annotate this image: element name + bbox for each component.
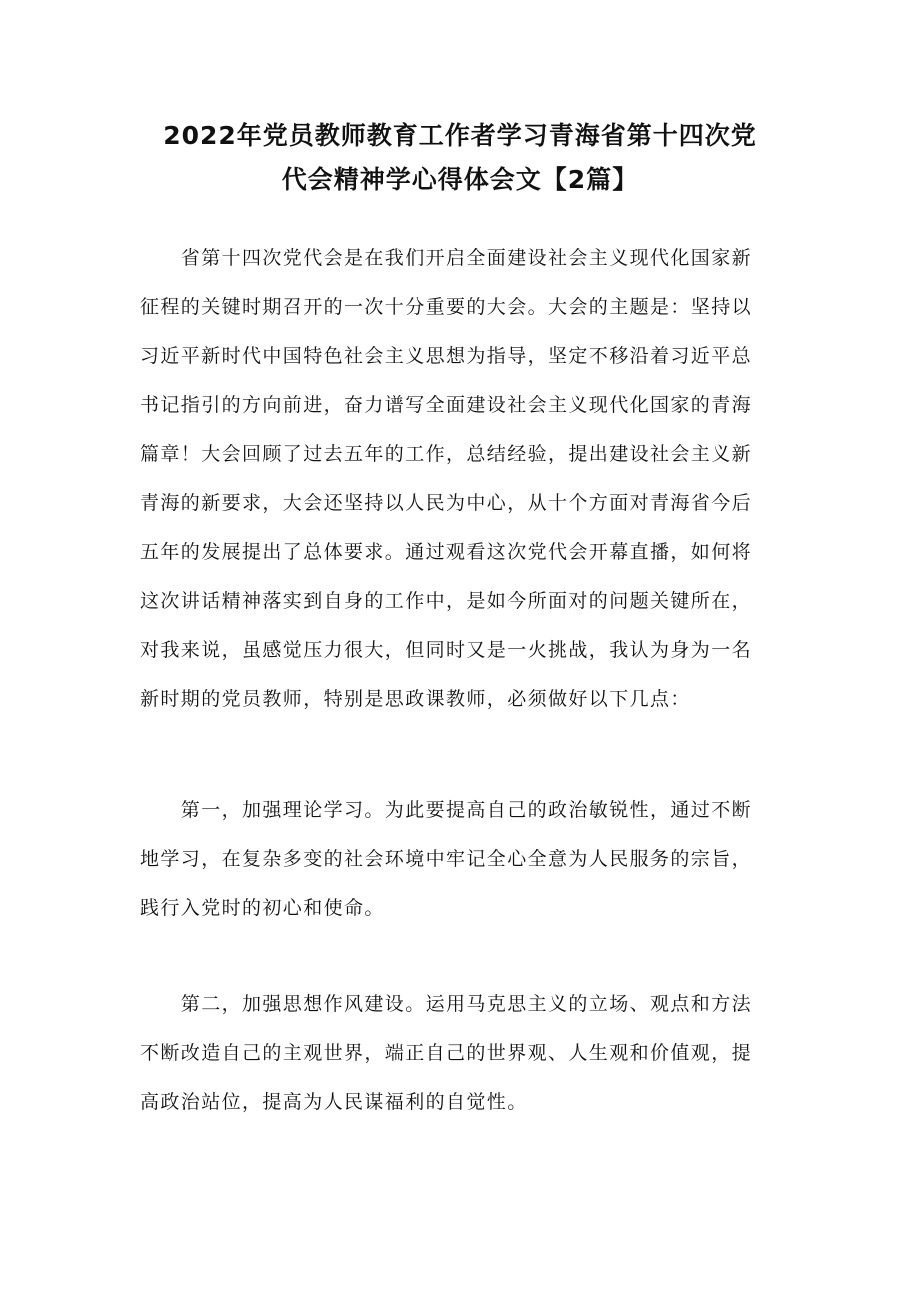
paragraph-point-one (140, 786, 790, 933)
text-line: 对我来说，虽感觉压力很大，但同时又是一火挑战，我认为身为一名 (140, 639, 753, 661)
text-line: 五年的发展提出了总体要求。通过观看这次党代会开幕直播，如何将 (140, 541, 753, 563)
title-line: 代会精神学心得体会文【2篇】 (281, 165, 639, 194)
text-line: 高政治站位，提高为人民谋福利的自觉性。 (140, 1091, 528, 1113)
text-line: 篇章！大会回顾了过去五年的工作，总结经验，提出建设社会主义新 (140, 443, 753, 465)
paragraph-point-two (140, 980, 790, 1127)
text-line: 这次讲话精神落实到自身的工作中，是如今所面对的问题关键所在， (140, 590, 753, 612)
text-line: 征程的关键时期召开的一次十分重要的大会。大会的主题是：坚持以 (140, 296, 753, 318)
text-line: 习近平新时代中国特色社会主义思想为指导，坚定不移沿着习近平总 (140, 345, 753, 367)
text-line: 青海的新要求，大会还坚持以人民为中心，从十个方面对青海省今后 (140, 492, 753, 514)
document-title (120, 114, 800, 202)
text-line: 省第十四次党代会是在我们开启全面建设社会主义现代化国家新 (140, 247, 753, 269)
text-line: 新时期的党员教师，特别是思政课教师，必须做好以下几点： (140, 688, 691, 710)
title-line: 2022年党员教师教育工作者学习青海省第十四次党 (163, 121, 757, 150)
text-line: 第一，加强理论学习。为此要提高自己的政治敏锐性，通过不断 (140, 799, 753, 821)
paragraph-intro (140, 234, 790, 724)
text-line: 书记指引的方向前进，奋力谱写全面建设社会主义现代化国家的青海 (140, 394, 753, 416)
text-line: 践行入党时的初心和使命。 (140, 897, 385, 919)
text-line: 地学习，在复杂多变的社会环境中牢记全心全意为人民服务的宗旨， (140, 848, 753, 870)
text-line: 第二，加强思想作风建设。运用马克思主义的立场、观点和方法 (140, 993, 753, 1015)
text-line: 不断改造自己的主观世界，端正自己的世界观、人生观和价值观，提 (140, 1042, 753, 1064)
